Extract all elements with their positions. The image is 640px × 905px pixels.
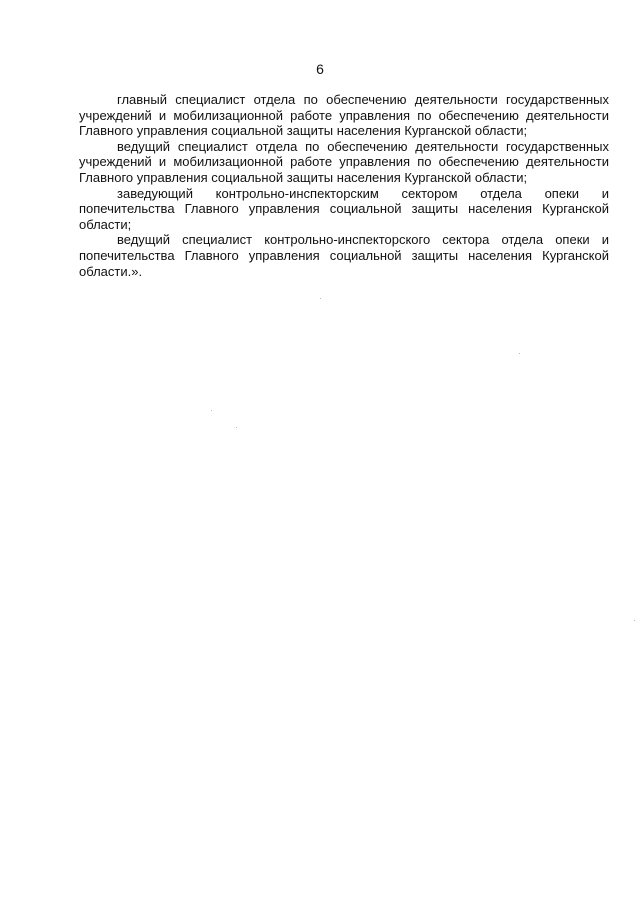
scan-speck bbox=[634, 620, 635, 621]
page-number: 6 bbox=[316, 61, 324, 77]
paragraph-chief-specialist: главный специалист отдела по обеспечению деятельности государственных учреждений и мобилизационной работе управления по обеспечению деятельности Главного управления социальной защиты населения Курганской области; bbox=[79, 92, 609, 139]
scan-speck bbox=[211, 410, 212, 411]
paragraph-leading-specialist: ведущий специалист отдела по обеспечению деятельности государственных учреждений и мобилизационной работе управления по обеспечению деятельности Главного управления социальной защиты населения Курганской области; bbox=[79, 138, 609, 185]
scan-speck bbox=[519, 353, 520, 354]
scan-speck bbox=[320, 298, 321, 299]
paragraph-sector-leading-specialist: ведущий специалист контрольно-инспекторского сектора отдела опеки и попечительства Главного управления социальной защиты населения Курганской области.». bbox=[79, 232, 609, 279]
scan-speck bbox=[236, 427, 237, 428]
paragraph-sector-head: заведующий контрольно-инспекторским сектором отдела опеки и попечительства Главного управления социальной защиты населения Курганской области; bbox=[79, 185, 609, 232]
document-body bbox=[79, 92, 609, 279]
